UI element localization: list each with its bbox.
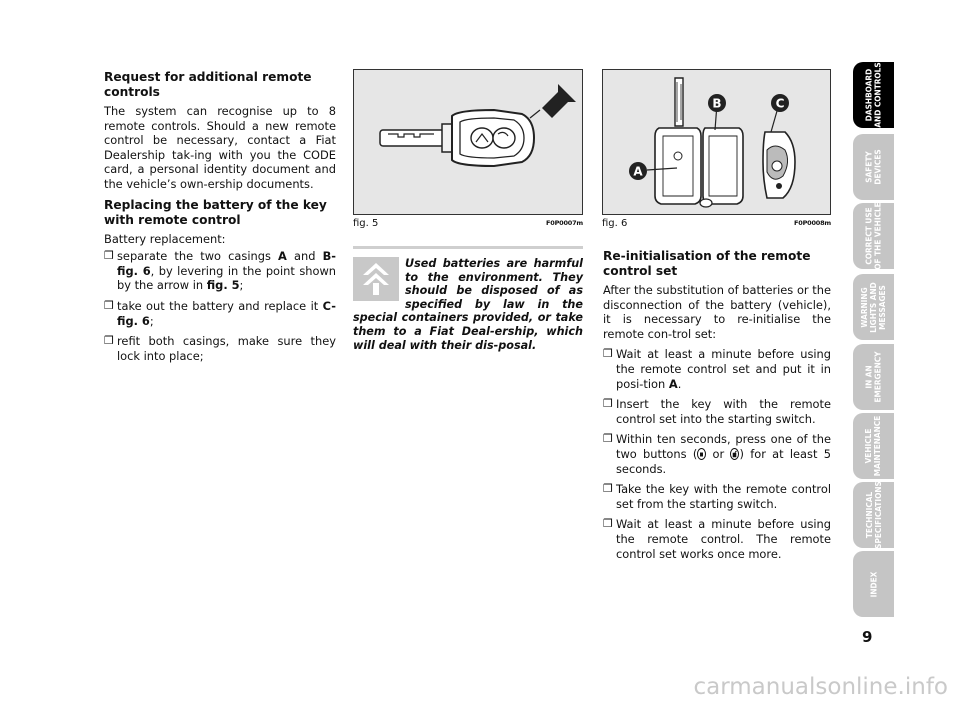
checkbox-bullet-icon: ❒ [104, 334, 114, 348]
label-a: A [633, 164, 643, 179]
label-b: B [712, 96, 722, 111]
checkbox-bullet-icon: ❒ [104, 298, 114, 312]
tab-index[interactable]: INDEX [853, 551, 894, 617]
checkbox-bullet-icon: ❒ [603, 482, 613, 496]
paragraph-additional-remotes: The system can recognise up to 8 remote controls. Should a new remote control be necessary, contact a Fiat Dealership tak-ing with you the CODE card, a personal identity document and the vehicle’s own-ership documents. [104, 104, 336, 191]
remote-key-illustration [354, 70, 582, 214]
bullet-take-key: ❒ Take the key with the remote control set from the starting switch. [603, 482, 831, 511]
figure-6-code: F0P0008m [794, 219, 831, 227]
figure-5-key-image [353, 69, 583, 215]
lock-button-icon [697, 448, 706, 460]
bullet-wait-position-a: ❒ Wait at least a minute before using the remote control set and put it in posi-tion A. [603, 347, 831, 391]
figure-6-caption: fig. 6 [602, 218, 628, 229]
bullet-refit-casings: ❒ refit both casings, make sure they lock into place; [104, 334, 336, 363]
figure-5-code: F0P0007m [546, 219, 583, 227]
heading-replace-battery: Replacing the battery of the key with remote control [104, 197, 327, 227]
recycle-warning-icon [353, 257, 399, 301]
tab-correct-use[interactable]: CORRECT USE OF THE VEHICLE [853, 203, 894, 269]
tab-emergency[interactable]: IN AN EMERGENCY [853, 344, 894, 410]
bullet-replace-battery: ❒ take out the battery and replace it C- fig. 6; [104, 298, 336, 328]
checkbox-bullet-icon: ❒ [104, 249, 114, 263]
tab-warning-lights[interactable]: WARNING LIGHTS AND MESSAGES [853, 274, 894, 340]
page-number: 9 [862, 628, 873, 646]
figure-5-caption: fig. 5 [353, 218, 379, 229]
bullet-press-button: ❒ Within ten seconds, press one of the two buttons ( or ) for at least 5 seconds. [603, 432, 831, 476]
tab-dashboard-controls[interactable]: DASHBOARD AND CONTROLS [853, 62, 894, 128]
bullet-insert-key: ❒ Insert the key with the remote control set into the starting switch. [603, 397, 831, 426]
heading-reinitialisation: Re-initialisation of the remote control set [603, 249, 811, 278]
label-c: C [775, 96, 785, 111]
right-column [603, 249, 831, 567]
checkbox-bullet-icon: ❒ [603, 347, 613, 361]
warning-divider [353, 246, 583, 249]
bullet-wait-again: ❒ Wait at least a minute before using the remote control. The remote control set works once more. [603, 517, 831, 561]
environment-warning [353, 257, 583, 352]
paragraph-reinitialisation: After the substitution of batteries or the disconnection of the battery (vehicle), it is necessary to re-initialise the remote con-trol set: [603, 283, 831, 341]
heading-additional-remotes: Request for additional remote controls [104, 70, 312, 99]
warning-text: Used batteries are harmful to the environment. They should be disposed of as specified by law in the special containers provided, or take them to a Fiat Deal-ership, which will deal with their dis-posal. [353, 257, 583, 352]
paragraph-battery-replacement: Battery replacement: [104, 231, 226, 246]
tab-safety-devices[interactable]: SAFETY DEVICES [853, 134, 894, 200]
bullet-separate-casings: ❒ separate the two casings A and B- fig. 6, by levering in the point shown by the arrow in fig. 5; [104, 249, 336, 293]
tab-vehicle-maintenance[interactable]: VEHICLE MAINTENANCE [853, 413, 894, 479]
left-column [104, 70, 336, 369]
tab-technical-specifications[interactable]: TECHNICAL SPECIFICATIONS [853, 482, 894, 548]
checkbox-bullet-icon: ❒ [603, 432, 613, 446]
figure-6-key-image [602, 69, 831, 215]
checkbox-bullet-icon: ❒ [603, 517, 613, 531]
footer-watermark: carmanualsonline.info [693, 674, 948, 700]
checkbox-bullet-icon: ❒ [603, 397, 613, 411]
opened-key-illustration [603, 70, 830, 214]
